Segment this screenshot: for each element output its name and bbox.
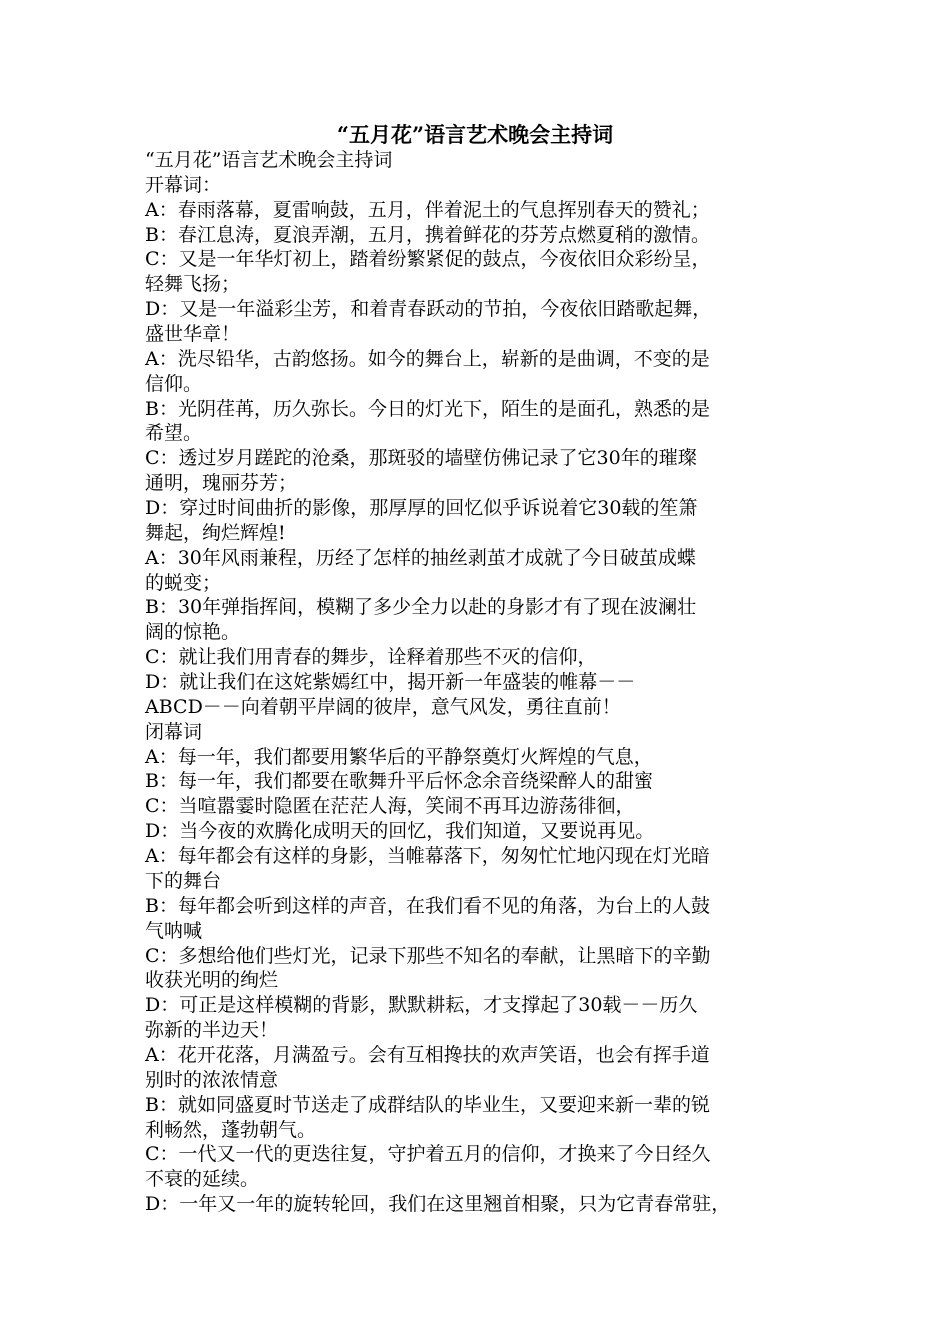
text-line: 不衰的延续。 — [145, 1168, 260, 1191]
text-line: 下的舞台 — [145, 869, 222, 892]
text-line: A：30年风雨兼程，历经了怎样的抽丝剥茧才成就了今日破茧成蝶 — [145, 546, 696, 569]
text-line: A：每一年，我们都要用繁华后的平静祭奠灯火辉煌的气息， — [145, 745, 653, 768]
text-line: D：穿过时间曲折的影像，那厚厚的回忆似乎诉说着它30载的笙箫 — [145, 497, 698, 520]
text-line: 希望。 — [145, 422, 203, 445]
text-line: 别时的浓浓情意 — [145, 1068, 279, 1091]
text-line: D：当今夜的欢腾化成明天的回忆，我们知道，又要说再见。 — [145, 820, 655, 843]
text-line: B：每一年，我们都要在歌舞升平后怀念余音绕梁醉人的甜蜜 — [145, 770, 653, 793]
text-line: C：就让我们用青春的舞步，诠释着那些不灭的信仰， — [145, 646, 597, 669]
text-line: B：春江息涛，夏浪弄潮，五月，携着鲜花的芬芳点燃夏稍的激情。 — [145, 223, 710, 246]
document-body — [145, 148, 813, 1217]
text-line: 盛世华章！ — [145, 323, 241, 346]
document-title: “五月花”语言艺术晚会主持词 — [336, 122, 614, 147]
text-line: D：一年又一年的旋转轮回，我们在这里翘首相聚，只为它青春常驻， — [145, 1193, 731, 1216]
text-line: B：30年弹指挥间，模糊了多少全力以赴的身影才有了现在波澜壮 — [145, 596, 697, 619]
text-line: 通明，瑰丽芬芳； — [145, 472, 298, 495]
text-line: B：就如同盛夏时节送走了成群结队的毕业生，又要迎来新一辈的锐 — [145, 1093, 710, 1116]
text-line: C：当喧嚣霎时隐匿在茫茫人海，笑闹不再耳边游荡徘徊， — [145, 795, 635, 818]
text-line: A：每年都会有这样的身影，当帷幕落下，匆匆忙忙地闪现在灯光暗 — [145, 845, 710, 868]
text-line: 的蜕变； — [145, 571, 222, 594]
text-line: C：一代又一代的更迭往复，守护着五月的信仰，才换来了今日经久 — [145, 1143, 711, 1166]
text-line: C：多想给他们些灯光，记录下那些不知名的奉献，让黑暗下的辛勤 — [145, 944, 711, 967]
text-line: 利畅然，蓬勃朝气。 — [145, 1118, 317, 1141]
text-line: A：春雨落幕，夏雷响鼓，五月，伴着泥土的气息挥别春天的赞礼； — [145, 198, 710, 221]
text-line: 弥新的半边天！ — [145, 1019, 279, 1042]
text-line: D：就让我们在这姹紫嫣红中，揭开新一年盛装的帷幕－－ — [145, 671, 636, 694]
text-line: D：可正是这样模糊的背影，默默耕耘，才支撑起了30载－－历久 — [145, 994, 698, 1017]
text-line: A：洗尽铅华，古韵悠扬。如今的舞台上，崭新的是曲调，不变的是 — [145, 347, 710, 370]
text-line: C：又是一年华灯初上，踏着纷繁紧促的鼓点，今夜依旧众彩纷呈， — [145, 248, 711, 271]
text-line: 气呐喊 — [145, 919, 203, 942]
text-line: 舞起，绚烂辉煌! — [145, 521, 286, 544]
text-line: D：又是一年溢彩尘芳，和着青春跃动的节拍，今夜依旧踏歌起舞， — [145, 298, 712, 321]
text-line: A：花开花落，月满盈亏。会有互相搀扶的欢声笑语，也会有挥手道 — [145, 1043, 710, 1066]
text-line: ABCD－－向着朝平岸阔的彼岸，意气风发，勇往直前！ — [145, 695, 621, 718]
text-line: B：光阴荏苒，历久弥长。今日的灯光下，陌生的是面孔，熟悉的是 — [145, 397, 710, 420]
text-line: 闭幕词 — [145, 720, 203, 743]
text-line: B：每年都会听到这样的声音，在我们看不见的角落，为台上的人鼓 — [145, 894, 710, 917]
text-line: 信仰。 — [145, 372, 203, 395]
text-line: 阔的惊艳。 — [145, 621, 241, 644]
text-line: 开幕词： — [145, 173, 222, 196]
text-line: 收获光明的绚烂 — [145, 969, 279, 992]
text-line: C：透过岁月蹉跎的沧桑，那斑驳的墙壁仿佛记录了它30年的璀璨 — [145, 447, 697, 470]
text-line: “五月花”语言艺术晚会主持词 — [145, 149, 393, 171]
text-line: 轻舞飞扬； — [145, 273, 241, 296]
